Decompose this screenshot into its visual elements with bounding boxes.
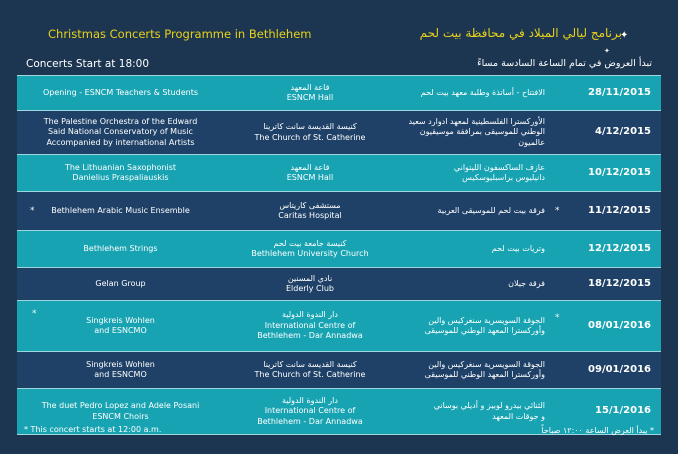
performer-ar: الافتتاح - أساتذة وطلبة معهد بيت لحم — [420, 87, 545, 97]
sparkle-icon: ✦ — [620, 30, 629, 41]
performer-en: Opening - ESNCM Teachers & Students — [42, 87, 199, 97]
performer-ar: فرقة بيت لحم للموسيقى العربية — [437, 205, 545, 215]
venue: قاعة المعهد ESNCM Hall — [286, 82, 334, 102]
start-time-ar: تبدأ العروض في تمام الساعة السادسة مساءً — [477, 58, 652, 69]
concert-date: 11/12/2015 — [588, 204, 651, 216]
page-title-en: Christmas Concerts Programme in Bethlehem — [48, 27, 312, 41]
footnote-ar: * يبدأ العرض الساعة ١٢:٠٠ صباحاً — [541, 426, 654, 435]
performer-en: The Lithuanian Saxophonist Danielius Praspaliauskis — [64, 162, 177, 182]
note-marker: * — [30, 206, 35, 216]
table-row — [17, 267, 661, 300]
venue: كنيسة جامعة بيت لحم Bethlehem University Church — [251, 238, 369, 258]
table-row — [17, 300, 661, 351]
performer-ar: وتريات بيت لحم — [491, 243, 545, 253]
venue: دار الندوة الدولية International Centre of Bethlehem - Dar Annadwa — [257, 395, 363, 426]
table-row — [17, 75, 661, 110]
page-title-ar: برنامج ليالي الميلاد في محافظة بيت لحم — [419, 26, 622, 40]
performer-ar: الثنائي بيدرو لوبيز و أديلي بوساني و جوقات المعهد — [433, 401, 545, 421]
table-row — [17, 351, 661, 388]
concert-date: 18/12/2015 — [588, 277, 651, 289]
performer-ar: فرقة جيلان — [508, 278, 545, 288]
performer-en: Gelan Group — [95, 278, 146, 288]
table-row — [17, 110, 661, 154]
table-row — [17, 230, 661, 267]
note-marker: * — [555, 206, 560, 216]
performer-ar: عازف الساكسفون الليتواني دانيليوس براسبليوسكيس — [453, 162, 545, 182]
concert-date: 09/01/2016 — [588, 363, 651, 375]
performer-en: The duet Pedro Lopez and Adele Posani ESNCM Choirs — [41, 401, 200, 421]
venue: دار الندوة الدولية International Centre of Bethlehem - Dar Annadwa — [257, 310, 363, 341]
concert-date: 10/12/2015 — [588, 166, 651, 178]
performer-ar: الجوقة السويسرية سنغركيس والين وأوركسترا المعهد الوطني للموسيقى — [424, 359, 545, 379]
performer-en: Bethlehem Arabic Music Ensemble — [51, 205, 190, 215]
concert-schedule-table — [17, 75, 661, 435]
performer-ar: الجوقة السويسرية سنغركيس والين وأوركسترا المعهد الوطني للموسيقى — [424, 315, 545, 335]
concert-date: 28/11/2015 — [588, 86, 651, 98]
venue: قاعة المعهد ESNCM Hall — [286, 162, 334, 182]
note-marker: * — [555, 313, 560, 323]
start-time-en: Concerts Start at 18:00 — [26, 58, 150, 70]
venue: كنيسة القديسة سانت كاترينا The Church of St. Catherine — [254, 359, 366, 379]
venue: كنيسة القديسة سانت كاترينا The Church of St. Catherine — [254, 122, 366, 142]
concert-date: 12/12/2015 — [588, 242, 651, 254]
venue: مستشفى كاريتاس Caritas Hospital — [278, 200, 342, 220]
performer-en: Singkreis Wohlen and ESNCMO — [86, 315, 155, 335]
performer-en: The Palestine Orchestra of the Edward Said National Conservatory of Music Accompanied by international Artists — [43, 116, 198, 147]
venue: نادي المسنين Elderly Club — [285, 273, 335, 293]
performer-ar: الأوركسترا الفلسطينية لمعهد ادوارد سعيد الوطني للموسيقى بمرافقة موسيقيون عالميون — [408, 116, 545, 147]
sparkle-icon: ✦ — [604, 47, 610, 55]
table-row — [17, 191, 661, 230]
note-marker: * — [32, 309, 37, 319]
concert-date: 15/1/2016 — [594, 405, 651, 417]
performer-en: Singkreis Wohlen and ESNCMO — [86, 359, 155, 379]
footnote-en: * This concert starts at 12:00 a.m. — [24, 425, 162, 434]
concert-date: 4/12/2015 — [594, 126, 651, 138]
performer-en: Bethlehem Strings — [83, 243, 158, 253]
concert-date: 08/01/2016 — [588, 319, 651, 331]
table-row — [17, 154, 661, 191]
